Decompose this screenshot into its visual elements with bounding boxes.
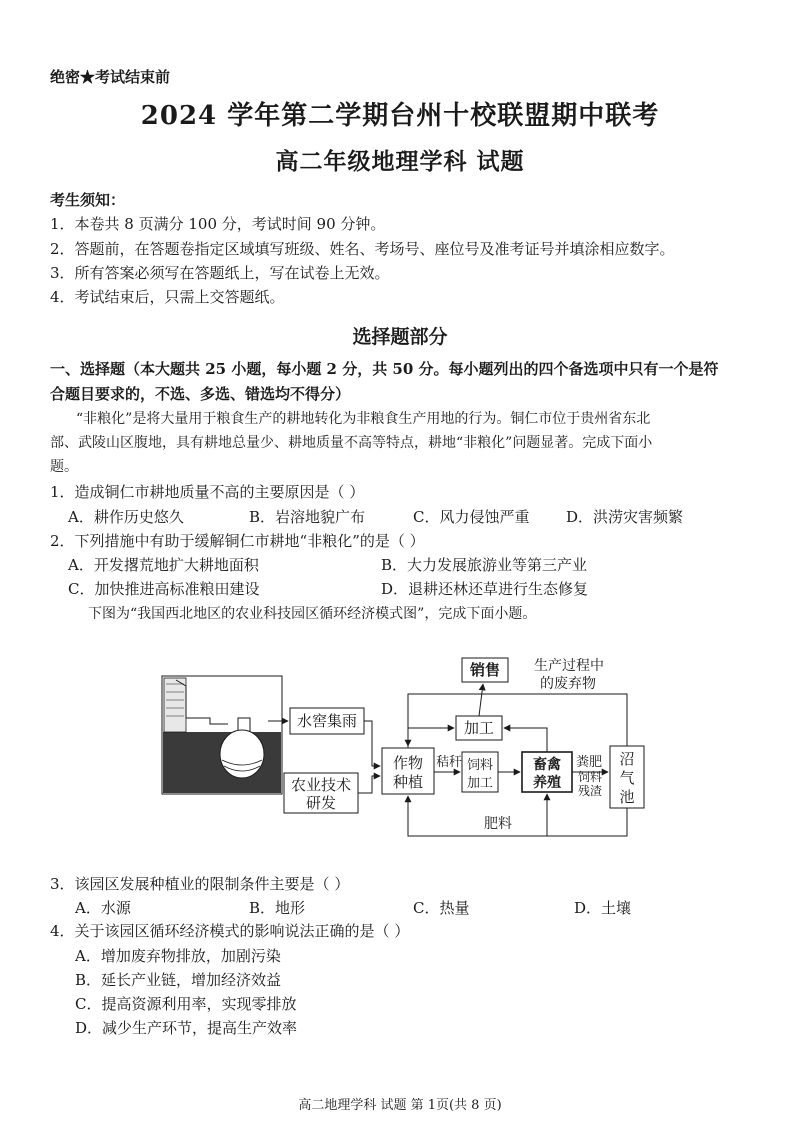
exam-title: 2024 学年第二学期台州十校联盟期中联考: [140, 101, 660, 131]
section-title: 选择题部分: [352, 326, 448, 348]
circular-economy-diagram: [150, 648, 670, 848]
label-residue-1: 饲料: [578, 770, 603, 784]
q4-option-b: B．延长产业链，增加经济效益: [75, 971, 282, 989]
label-feed-1: 饲料: [466, 758, 494, 773]
q1-option-d: D．洪涝灾害频繁: [566, 508, 684, 526]
question-1-stem: 1．造成铜仁市耕地质量不高的主要原因是（ ）: [50, 483, 365, 501]
q2-option-c: C．加快推进高标准粮田建设: [68, 580, 260, 598]
notice-item: 2．答题前，在答题卷指定区域填写班级、姓名、考场号、座位号及准考证号并填涂相应数字。: [50, 240, 675, 258]
label-straw: 秸秆: [436, 755, 463, 770]
page-footer: 高二地理学科 试题 第 1页(共 8 页): [298, 1098, 502, 1113]
label-residue-2: 残渣: [578, 784, 603, 798]
q2-option-d: D．退耕还林还草进行生态修复: [381, 580, 589, 598]
label-waste-1: 生产过程中: [534, 658, 604, 674]
label-crop-2: 种植: [392, 773, 424, 791]
passage-line: 部、武陵山区腹地，具有耕地总量少、耕地质量不高等特点，耕地“非粮化”问题显著。完成下面小: [50, 435, 653, 451]
label-feed-2: 加工: [466, 776, 494, 791]
label-biogas-3: 池: [619, 788, 635, 806]
q1-option-c: C．风力侵蚀严重: [413, 508, 530, 526]
q4-option-a: A．增加废弃物排放，加剧污染: [75, 947, 281, 965]
notice-item: 1．本卷共 8 页满分 100 分，考试时间 90 分钟。: [50, 215, 386, 233]
label-crop-1: 作物: [392, 754, 424, 772]
question-4-stem: 4．关于该园区循环经济模式的影响说法正确的是（ ）: [50, 922, 410, 940]
label-processing: 加工: [463, 719, 495, 737]
label-fertilizer: 肥料: [484, 816, 512, 832]
passage-2: 下图为“我国西北地区的农业科技园区循环经济模式图”，完成下面小题。: [88, 606, 537, 622]
notice-item: 3．所有答案必须写在答题纸上，写在试卷上无效。: [50, 264, 390, 282]
label-waste-2: 的废弃物: [540, 676, 596, 692]
label-livestock-2: 养殖: [533, 775, 561, 791]
q4-option-d: D．减少生产环节，提高生产效率: [75, 1019, 298, 1037]
label-livestock-1: 畜禽: [533, 757, 561, 773]
confidential-label: 绝密★考试结束前: [50, 68, 171, 86]
q3-option-b: B．地形: [249, 899, 306, 917]
q1-option-a: A．耕作历史悠久: [68, 508, 184, 526]
passage-line: “非粮化”是将大量用于粮食生产的耕地转化为非粮食生产用地的行为。铜仁市位于贵州省东北: [76, 411, 651, 427]
question-2-stem: 2．下列措施中有助于缓解铜仁市耕地“非粮化”的是（ ）: [50, 532, 425, 550]
q3-option-d: D．土壤: [574, 899, 632, 917]
passage-line: 题。: [50, 459, 78, 475]
label-sales: 销售: [469, 661, 501, 679]
water-cellar-illustration: [162, 676, 282, 794]
exam-subtitle: 高二年级地理学科 试题: [275, 148, 525, 175]
q1-option-b: B．岩溶地貌广布: [249, 508, 366, 526]
q2-option-b: B．大力发展旅游业等第三产业: [381, 556, 588, 574]
instruction-line: 合题目要求的，不选、多选、错选均不得分）: [50, 385, 351, 403]
label-tech-2: 研发: [305, 794, 337, 812]
label-biogas-2: 气: [619, 769, 635, 787]
instruction-line: 一、选择题（本大题共 25 小题，每小题 2 分，共 50 分。每小题列出的四个备选项中只有一个是符: [50, 360, 719, 378]
label-tech-1: 农业技术: [290, 776, 352, 794]
label-manure: 粪肥: [576, 755, 603, 770]
notice-item: 4．考试结束后，只需上交答题纸。: [50, 288, 285, 306]
q4-option-c: C．提高资源利用率，实现零排放: [75, 995, 297, 1013]
q2-option-a: A．开发撂荒地扩大耕地面积: [68, 556, 259, 574]
question-3-stem: 3．该园区发展种植业的限制条件主要是（ ）: [50, 875, 350, 893]
label-water-cellar: 水窖集雨: [296, 712, 358, 730]
label-biogas-1: 沼: [619, 750, 635, 768]
q3-option-a: A．水源: [75, 899, 131, 917]
notice-heading: 考生须知：: [50, 191, 126, 209]
q3-option-c: C．热量: [413, 899, 470, 917]
